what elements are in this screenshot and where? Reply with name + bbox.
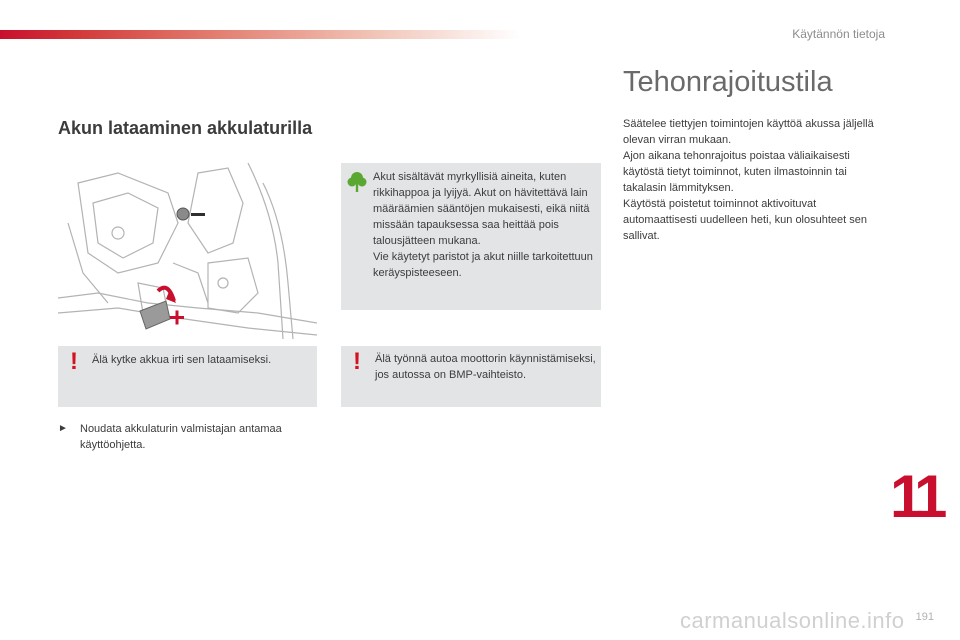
right-paragraph: Ajon aikana tehonrajoitus poistaa väliaikaisesti käytöstä tietyt toiminnot, kuten ilmastoinnin tai takalasin lämmityksen.	[623, 150, 850, 194]
warning-text-middle: Älä työnnä autoa moottorin käynnistämiseksi, jos autossa on BMP-vaihteisto.	[375, 353, 596, 381]
right-body	[623, 116, 885, 244]
header-color-bar	[0, 30, 520, 39]
left-heading: Akun lataaminen akkulaturilla	[58, 118, 313, 138]
exclamation-icon: !	[70, 348, 78, 375]
warning-box-middle	[341, 346, 601, 407]
warning-text-left: Älä kytke akkua irti sen lataamiseksi.	[92, 354, 272, 366]
right-paragraph: Säätelee tiettyjen toimintojen käyttöä akussa jäljellä olevan virran mukaan.	[623, 118, 874, 146]
exclamation-icon: !	[353, 348, 361, 375]
instruction-bullet	[58, 421, 317, 453]
battery-illustration	[58, 163, 317, 339]
eco-note-line: Vie käytetyt paristot ja akut niille tarkoitettuun keräyspisteeseen.	[373, 251, 593, 279]
right-paragraph: Käytöstä poistetut toiminnot aktivoituvat automaattisesti uudelleen heti, kun olosuhteet sen sallivat.	[623, 198, 867, 242]
eco-tree-icon	[347, 171, 367, 198]
instruction-bullet-text: Noudata akkulaturin valmistajan antamaa käyttöohjetta.	[80, 423, 282, 451]
arrow-bullet-icon: ►	[58, 423, 68, 434]
page-number: 191	[915, 611, 934, 623]
chapter-number: 11	[890, 463, 942, 530]
watermark: carmanualsonline.info	[680, 608, 905, 633]
right-heading: Tehonrajoitustila	[623, 66, 833, 98]
eco-note-box	[341, 163, 601, 310]
section-title: Käytännön tietoja	[792, 27, 885, 41]
eco-note-text	[373, 169, 597, 281]
eco-note-line: Akut sisältävät myrkyllisiä aineita, kuten rikkihappoa ja lyijyä. Akut on hävitettävä lain määräämien sääntöjen mukaisesti, eikä niitä missään tapauksessa saa heittää pois talousjätteen mukana.	[373, 171, 590, 247]
warning-box-left	[58, 346, 317, 407]
